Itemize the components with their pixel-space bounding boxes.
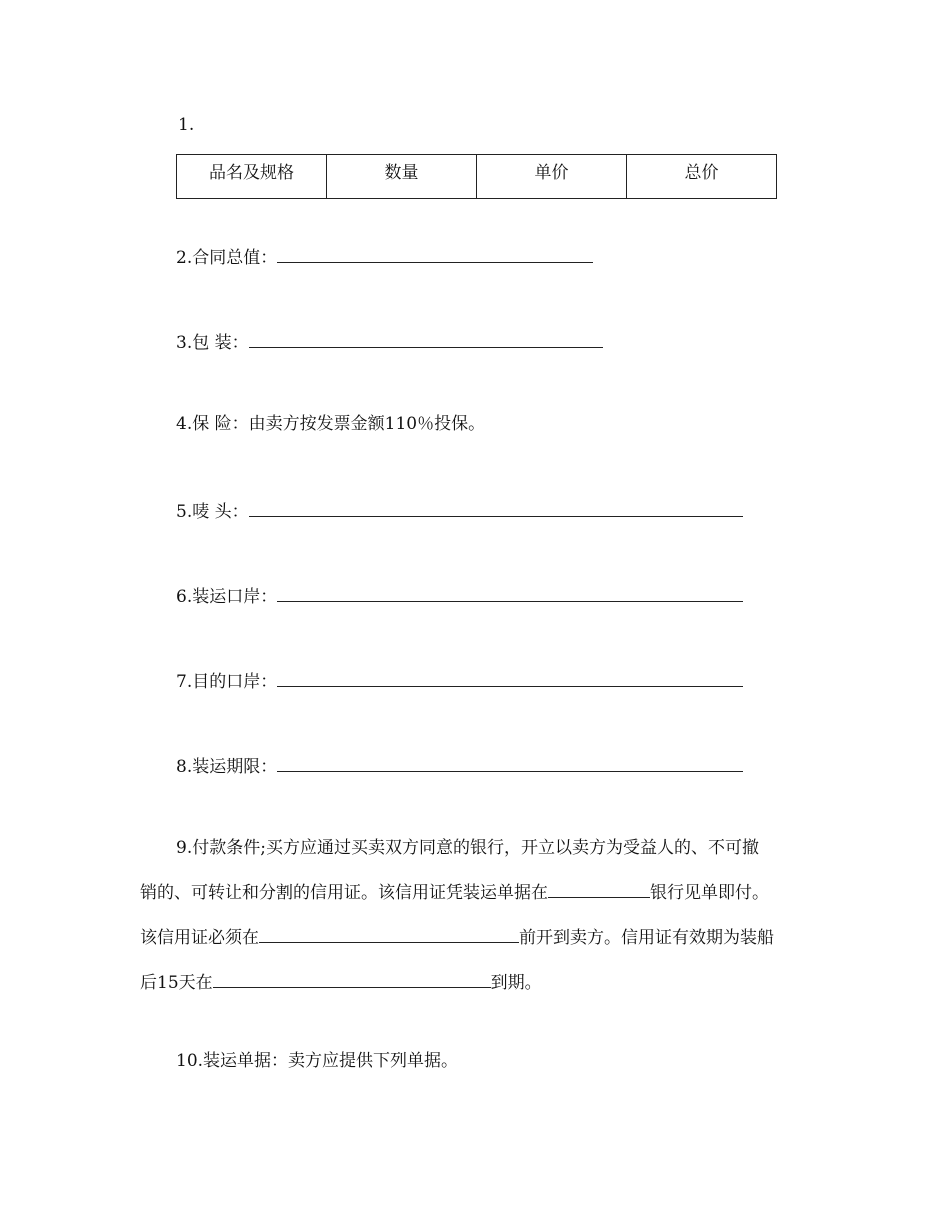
payment-line-2-text-a: 销的、可转让和分割的信用证。该信用证凭装运单据在 bbox=[140, 883, 548, 903]
item-8-label: 8.装运期限： bbox=[176, 757, 278, 777]
table-header-row bbox=[177, 155, 777, 199]
item-3-packing bbox=[176, 329, 603, 354]
item-2-total-value bbox=[176, 244, 593, 269]
item-3-label: 3.包 装： bbox=[176, 333, 249, 353]
total-value-blank[interactable] bbox=[277, 244, 593, 263]
item-5-label: 5.唛 头： bbox=[176, 502, 249, 522]
header-name-spec: 品名及规格 bbox=[177, 155, 327, 199]
item-1-number: 1. bbox=[178, 115, 195, 135]
item-4-insurance: 4.保 险：由卖方按发票金额110％投保。 bbox=[176, 414, 486, 434]
destination-port-blank[interactable] bbox=[277, 668, 743, 687]
item-2-label: 2.合同总值： bbox=[176, 248, 278, 268]
loading-port-blank[interactable] bbox=[277, 583, 743, 602]
item-9-payment-terms bbox=[140, 826, 820, 1006]
paying-bank-blank[interactable] bbox=[548, 879, 650, 898]
item-5-shipping-mark bbox=[176, 498, 743, 523]
header-quantity: 数量 bbox=[327, 155, 477, 199]
shipping-mark-blank[interactable] bbox=[249, 498, 743, 517]
payment-line-3-text-b: 前开到卖方。信用证有效期为装船 bbox=[519, 928, 774, 948]
payment-line-4-text-a: 后15天在 bbox=[140, 973, 213, 993]
payment-line-2-text-b: 银行见单即付。 bbox=[650, 883, 769, 903]
payment-line-2 bbox=[140, 871, 820, 916]
goods-table bbox=[176, 154, 777, 199]
payment-line-4-text-b: 到期。 bbox=[490, 973, 542, 993]
header-unit-price: 单价 bbox=[477, 155, 627, 199]
payment-line-4 bbox=[140, 961, 820, 1006]
shipment-period-blank[interactable] bbox=[277, 753, 743, 772]
item-8-shipment-period bbox=[176, 753, 743, 778]
item-7-label: 7.目的口岸： bbox=[176, 672, 278, 692]
payment-line-3-text-a: 该信用证必须在 bbox=[140, 928, 259, 948]
payment-line-1: 9.付款条件;买方应通过买卖双方同意的银行，开立以卖方为受益人的、不可撤 bbox=[176, 838, 759, 858]
payment-line-3 bbox=[140, 916, 820, 961]
lc-expiry-place-blank[interactable] bbox=[213, 969, 491, 988]
item-7-destination-port bbox=[176, 668, 743, 693]
item-6-loading-port bbox=[176, 583, 743, 608]
header-total-price: 总价 bbox=[627, 155, 777, 199]
packing-blank[interactable] bbox=[249, 329, 603, 348]
lc-open-date-blank[interactable] bbox=[259, 924, 519, 943]
item-10-shipping-documents: 10.装运单据：卖方应提供下列单据。 bbox=[176, 1051, 459, 1071]
item-6-label: 6.装运口岸： bbox=[176, 587, 278, 607]
